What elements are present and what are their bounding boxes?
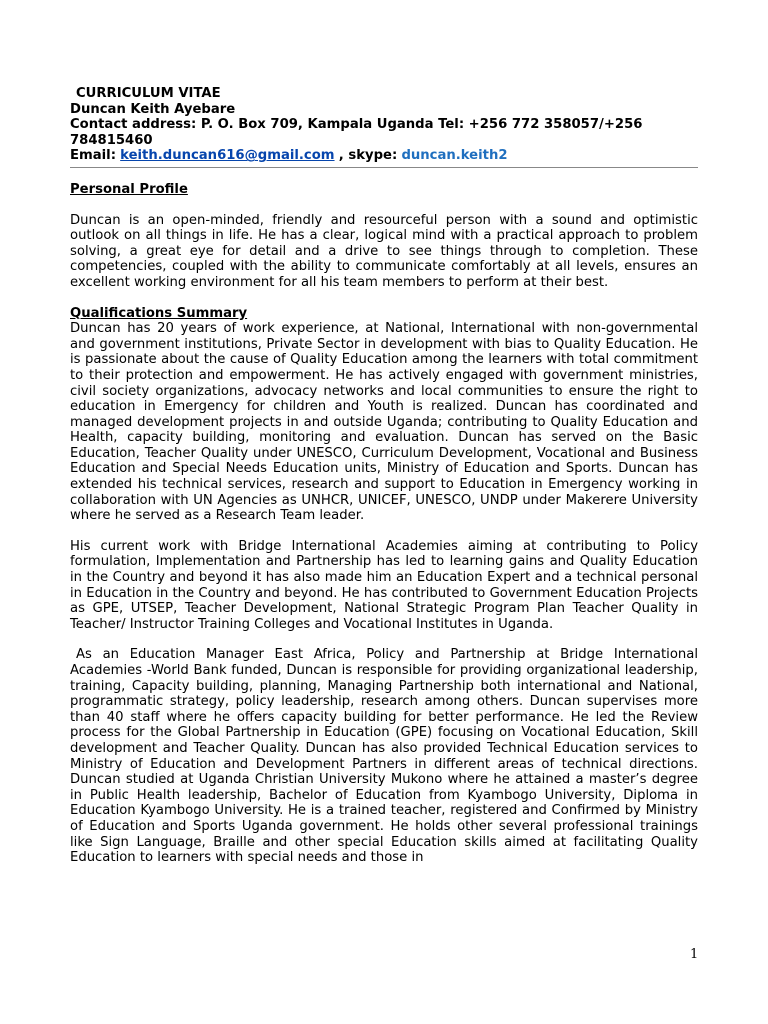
skype-id: duncan.keith2 (401, 148, 508, 164)
qualifications-paragraph: His current work with Bridge International Academies aiming at contributing to Policy formulation, Implementation and Partnership has led to learning gains and Quality Education in the Country and beyond it has also made him an Education Expert and a technical personal in Education in the Country and beyond. He has contributed to Government Education Projects as GPE, UTSEP, Teacher Development, National Strategic Program Plan Teacher Quality in Teacher/ Instructor Training Colleges and Vocational Institutes in Uganda. (70, 538, 698, 632)
personal-profile-heading: Personal Profile (70, 181, 188, 197)
email-link[interactable]: keith.duncan616@gmail.com (120, 148, 335, 164)
page-number: 1 (690, 947, 699, 962)
document-body (70, 86, 698, 866)
candidate-name: Duncan Keith Ayebare (70, 101, 236, 117)
qualifications-summary-section (70, 306, 698, 866)
contact-phone-continued: 784815460 (70, 132, 153, 148)
skype-label: , skype: (338, 148, 398, 164)
qualifications-paragraph: Duncan has 20 years of work experience, at National, International with non-governmental and government institutions, Private Sector in development with bias to Quality Education. He is passionate about the cause of Quality Education among the learners with total commitment to their protection and empowerment. He has actively engaged with government ministries, civil society organizations, advocacy networks and local communities to ensure the right to education in Emergency for children and Youth is realized. Duncan has coordinated and managed development projects in and outside Uganda; contributing to Quality Education and Health, capacity building, monitoring and evaluation. Duncan has served on the Basic Education, Teacher Quality under UNESCO, Curriculum Development, Vocational and Business Education and Special Needs Education units, Ministry of Education and Sports. Duncan has extended his technical services, research and support to Education in Emergency working in collaboration with UN Agencies as UNHCR, UNICEF, UNESCO, UNDP under Makerere University where he served as a Research Team leader. (70, 321, 698, 524)
email-label: Email: (70, 148, 116, 164)
email-skype-line (70, 148, 698, 164)
personal-profile-section (70, 182, 698, 291)
qualifications-paragraph: As an Education Manager East Africa, Policy and Partnership at Bridge International Academies -World Bank funded, Duncan is responsible for providing organizational leadership, training, Capacity building, planning, Managing Partnership both international and National, programmatic strategy, policy leadership, research among others. Duncan supervises more than 40 staff where he offers capacity building for better performance. He led the Review process for the Global Partnership in Education (GPE) focusing on Vocational Education, Skill development and Teacher Quality. Duncan has also provided Technical Education services to Ministry of Education and Development Partners in different areas of technical directions. Duncan studied at Uganda Christian University Mukono where he attained a master’s degree in Public Health leadership, Bachelor of Education from Kyambogo University, Diploma in Education Kyambogo University. He is a trained teacher, registered and Confirmed by Ministry of Education and Sports Uganda government. He holds other several professional trainings like Sign Language, Braille and other special Education skills aimed at facilitating Quality Education to learners with special needs and those in (70, 647, 698, 866)
cv-header (70, 86, 698, 164)
personal-profile-text: Duncan is an open-minded, friendly and resourceful person with a sound and optimistic outlook on all things in life. He has a clear, logical mind with a practical approach to problem solving, a great eye for detail and a drive to see things through to completion. These competencies, coupled with the ability to communicate comfortably at all levels, ensures an excellent working environment for all his team members to perform at their best. (70, 212, 698, 290)
contact-address: Contact address: P. O. Box 709, Kampala Uganda Tel: +256 772 358057/+256 (70, 117, 643, 133)
qualifications-summary-heading: Qualifications Summary (70, 305, 248, 321)
cv-title: CURRICULUM VITAE (76, 86, 221, 101)
header-divider (70, 167, 698, 168)
